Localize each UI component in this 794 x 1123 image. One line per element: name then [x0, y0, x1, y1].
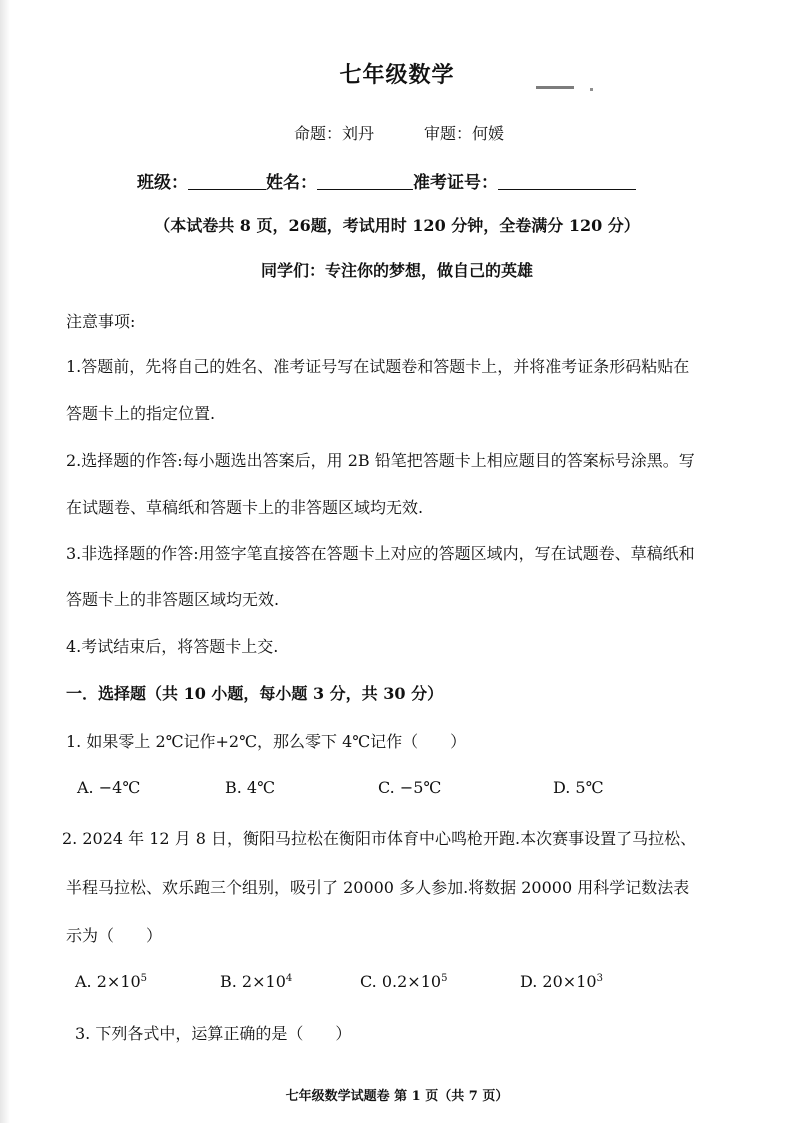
student-info-fields [137, 168, 636, 193]
question-2-option-a[interactable] [75, 972, 147, 991]
option-b-base: B. 2×10 [220, 972, 286, 991]
page-title: 七年级数学 [339, 62, 455, 88]
scan-mark [536, 86, 574, 89]
question-1-option-d[interactable]: D. 5℃ [553, 778, 604, 797]
question-2-option-d[interactable] [520, 972, 603, 991]
exam-no-label: 准考证号： [413, 173, 498, 193]
question-3-stem: 3. 下列各式中，运算正确的是（ ） [75, 1024, 352, 1043]
question-2-line2: 半程马拉松、欢乐跑三个组别，吸引了 20000 多人参加.将数据 20000 用科学记数法表 [66, 878, 690, 897]
question-2-line3: 示为（ ） [66, 926, 163, 945]
option-c-exponent: 5 [441, 973, 448, 984]
note-1-line1: 1.答题前，先将自己的姓名、准考证号写在试题卷和答题卡上，并将准考证条形码粘贴在 [66, 357, 690, 376]
note-2-line1: 2.选择题的作答:每小题选出答案后，用 2B 铅笔把答题卡上相应题目的答案标号涂黑。写 [66, 451, 695, 470]
question-1-option-a[interactable]: A. −4℃ [77, 778, 141, 797]
name-label: 姓名： [266, 173, 317, 193]
name-blank[interactable] [317, 173, 413, 190]
question-1-stem: 1. 如果零上 2℃记作+2℃，那么零下 4℃记作（ ） [66, 732, 467, 751]
motto: 同学们：专注你的梦想，做自己的英雄 [260, 261, 533, 280]
scan-mark-dot [590, 88, 593, 91]
note-2-line2: 在试题卷、草稿纸和答题卡上的非答题区域均无效. [66, 498, 424, 517]
setter-label: 命题：刘丹 [294, 124, 375, 143]
note-4: 4.考试结束后，将答题卡上交. [66, 637, 279, 656]
note-3-line1: 3.非选择题的作答:用签字笔直接答在答题卡上对应的答题区域内，写在试题卷、草稿纸和 [66, 544, 695, 563]
reviewer-label: 审题：何媛 [424, 124, 505, 143]
page-footer: 七年级数学试题卷 第 1 页（共 7 页） [285, 1089, 509, 1104]
notes-heading: 注意事项: [66, 312, 136, 331]
option-d-base: D. 20×10 [520, 972, 597, 991]
author-line [294, 121, 504, 144]
exam-no-blank[interactable] [498, 173, 636, 190]
option-b-exponent: 4 [285, 973, 293, 984]
option-a-base: A. 2×10 [75, 972, 141, 991]
section-heading: 一．选择题（共 10 小题，每小题 3 分，共 30 分） [66, 684, 444, 703]
question-2-option-b[interactable] [220, 972, 292, 991]
question-2-line1: 2. 2024 年 12 月 8 日，衡阳马拉松在衡阳市体育中心鸣枪开跑.本次赛事设置了马拉松、 [62, 829, 697, 848]
question-1-option-b[interactable]: B. 4℃ [225, 778, 276, 797]
question-1-option-c[interactable]: C. −5℃ [378, 778, 442, 797]
note-3-line2: 答题卡上的非答题区域均无效. [66, 590, 280, 609]
class-label: 班级： [137, 173, 188, 193]
option-c-base: C. 0.2×10 [360, 972, 442, 991]
option-d-exponent: 3 [596, 973, 603, 984]
class-blank[interactable] [188, 173, 266, 190]
question-2-option-c[interactable] [360, 972, 447, 991]
scan-edge-shadow [0, 0, 10, 1123]
exam-info: （本试卷共 8 页，26题，考试用时 120 分钟，全卷满分 120 分） [154, 216, 640, 235]
option-a-exponent: 5 [140, 973, 148, 984]
note-1-line2: 答题卡上的指定位置. [66, 404, 216, 423]
